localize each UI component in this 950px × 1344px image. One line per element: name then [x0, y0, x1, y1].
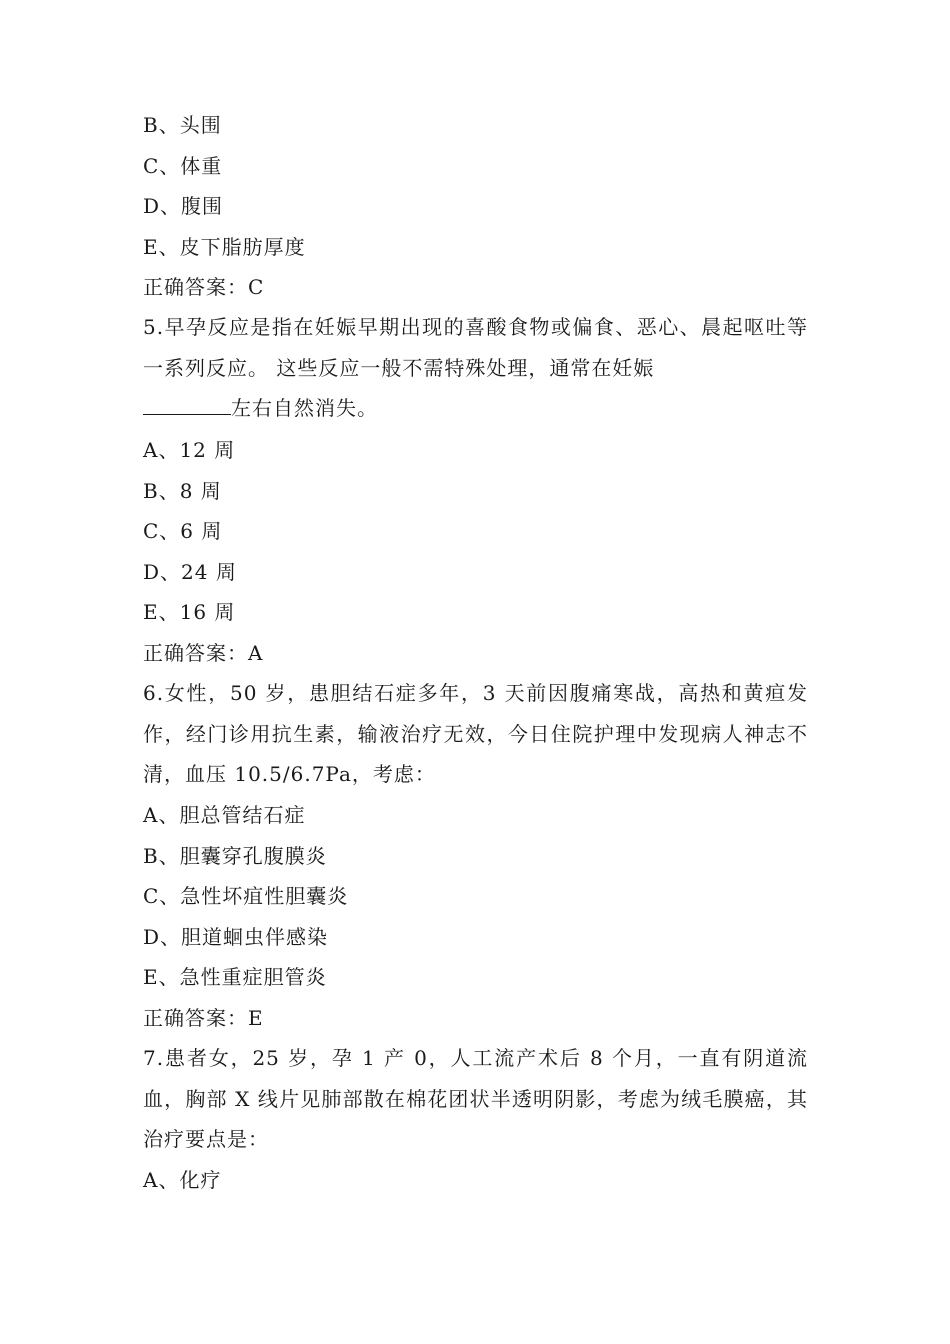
q4-option-d: D、腹围	[143, 194, 224, 218]
q4-answer: 正确答案：C	[143, 275, 265, 299]
q5-option-e: E、16 周	[143, 600, 236, 624]
q6-option-b: B、胆囊穿孔腹膜炎	[143, 844, 327, 868]
q5-option-d: D、24 周	[143, 560, 237, 584]
q4-option-e: E、皮下脂肪厚度	[143, 235, 306, 259]
q6-option-a: A、胆总管结石症	[143, 803, 306, 827]
q6-option-c: C、急性坏疽性胆囊炎	[143, 884, 349, 908]
q5-stem-text: 5.早孕反应是指在妊娠早期出现的喜酸食物或偏食、恶心、晨起呕吐等一系列反应。 这些反应一般不需特殊处理，通常在妊娠	[143, 315, 808, 380]
q6-option-e: E、急性重症胆管炎	[143, 965, 327, 989]
q5-option-c: C、6 周	[143, 519, 223, 543]
q4-option-c: C、体重	[143, 154, 223, 178]
q5-answer: 正确答案：A	[143, 641, 264, 665]
q7-stem: 7.患者女，25 岁，孕 1 产 0，人工流产术后 8 个月，一直有阴道流血，胸部 X 线片见肺部散在棉花团状半透明阴影，考虑为绒毛膜癌，其治疗要点是：	[143, 1046, 808, 1151]
q5-stem-tail: 左右自然消失。	[231, 396, 378, 420]
q5-option-b: B、8 周	[143, 479, 222, 503]
q6-option-d: D、胆道蛔虫伴感染	[143, 925, 329, 949]
q6-stem: 6.女性，50 岁，患胆结石症多年，3 天前因腹痛寒战，高热和黄疸发作，经门诊用抗生素，输液治疗无效，今日住院护理中发现病人神志不清，血压 10.5/6.7Pa，考虑：	[143, 681, 808, 786]
q5-fill-blank	[143, 392, 231, 415]
q5-stem	[143, 307, 808, 429]
q6-answer: 正确答案：E	[143, 1006, 264, 1030]
q5-option-a: A、12 周	[143, 438, 236, 462]
q4-option-b: B、头围	[143, 113, 222, 137]
q7-option-a: A、化疗	[143, 1168, 222, 1192]
